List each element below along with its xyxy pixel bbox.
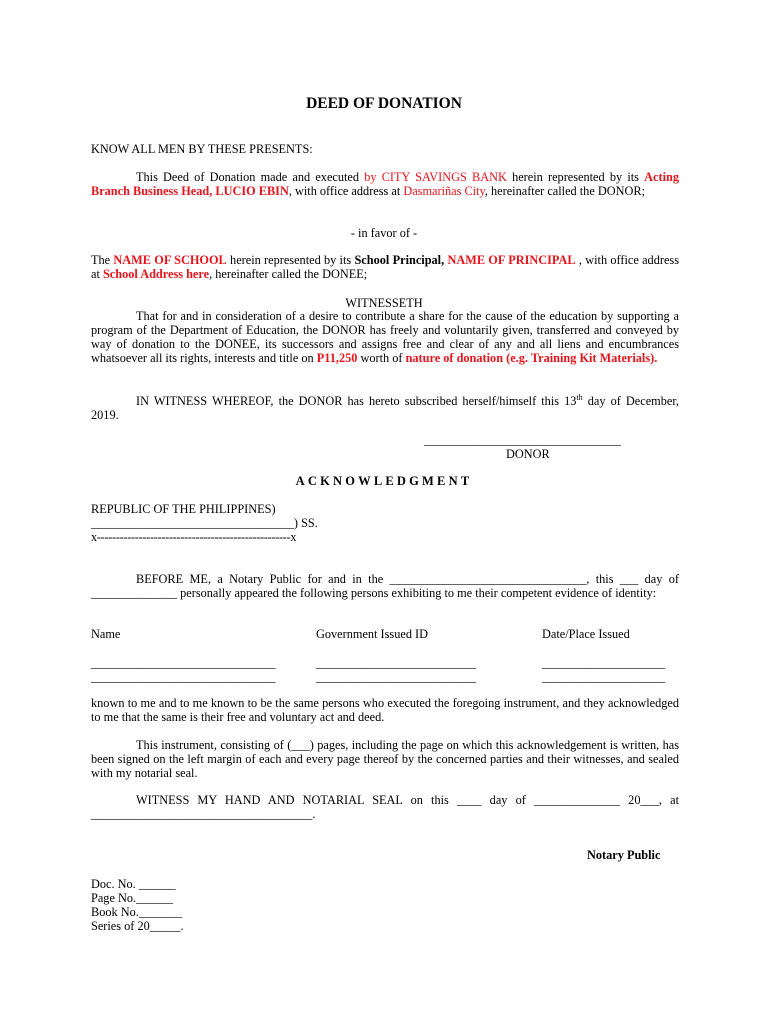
x-separator-line: x---------------------------------------------------x	[91, 530, 297, 544]
donor-text-1: This Deed of Donation made and executed	[136, 170, 365, 184]
donee-text-4: , with office address at	[91, 253, 679, 281]
page-no: Page No.______	[91, 891, 173, 905]
opening-line: KNOW ALL MEN BY THESE PRESENTS:	[91, 142, 313, 156]
donor-label: DONOR	[506, 447, 550, 461]
donee-address: School Address here	[102, 267, 210, 281]
witnesseth-heading: WITNESSETH	[345, 296, 423, 310]
donee-text-1: The	[91, 253, 114, 267]
donee-paragraph	[91, 253, 679, 281]
donee-text-5: , hereinafter called the DONEE;	[209, 267, 368, 281]
donor-bank: by CITY SAVINGS BANK	[364, 170, 507, 184]
in-witness-paragraph	[91, 391, 679, 422]
ss-line: _________________________________) SS.	[91, 516, 318, 530]
notary-public-label: Notary Public	[587, 848, 661, 862]
donee-text-2: herein represented by its	[226, 253, 355, 267]
witnesseth-text-2: worth of	[357, 351, 406, 365]
donee-principal-title: School Principal,	[354, 253, 445, 267]
donor-text-2: herein represented by its	[506, 170, 645, 184]
donation-amount: P11,250	[316, 351, 358, 365]
donor-signature-line: ________________________________	[424, 433, 621, 447]
donor-text-4: , hereinafter called the DONOR;	[484, 184, 645, 198]
witness-hand-line-2: ____________________________________.	[91, 807, 316, 821]
instrument-paragraph: This instrument, consisting of (___) pages, including the page on which this acknowledgement is written, has been signed on the left margin of each and every page thereof by the concerned parties and their witnesses, and sealed with my notarial seal.	[91, 738, 679, 780]
table-header-id: Government Issued ID	[316, 627, 429, 641]
donee-school: NAME OF SCHOOL	[113, 253, 227, 267]
witness-hand-line-1: WITNESS MY HAND AND NOTARIAL SEAL on this ____ day of ______________ 20___, at	[136, 793, 679, 807]
in-favor-of: - in favor of -	[350, 226, 418, 240]
acknowledgment-heading: ACKNOWLEDGMENT	[295, 474, 473, 488]
table-header-date: Date/Place Issued	[542, 627, 630, 641]
donor-paragraph	[91, 170, 679, 198]
donor-city: Dasmariñas City	[403, 184, 485, 198]
in-witness-superscript: th	[576, 393, 583, 402]
table-line-id-2: __________________________	[316, 670, 476, 684]
table-line-name-1: ______________________________	[91, 656, 276, 670]
donor-representative: Acting Branch Business Head, LUCIO EBIN	[91, 170, 679, 198]
witnesseth-paragraph	[91, 309, 679, 365]
donee-principal: NAME OF PRINCIPAL	[447, 253, 576, 267]
doc-no: Doc. No. ______	[91, 877, 176, 891]
document-title: DEED OF DONATION	[306, 95, 462, 112]
donation-nature: nature of donation (e.g. Training Kit Materials).	[405, 351, 658, 365]
republic-line: REPUBLIC OF THE PHILIPPINES)	[91, 502, 276, 516]
table-line-name-2: ______________________________	[91, 670, 276, 684]
book-no: Book No._______	[91, 905, 182, 919]
table-line-date-2: ____________________	[542, 670, 665, 684]
series-no: Series of 20_____.	[91, 919, 184, 933]
witnesseth-text-1: That for and in consideration of a desire to contribute a share for the cause of the education by supporting a program of the Department of Education, the DONOR has freely and voluntarily given, transferred and conveyed by way of donation to the DONEE, its successors and assigns free and clear of any and all liens and encumbrances whatsoever all its rights, interests and title on	[91, 309, 679, 365]
donor-text-3: , with office address at	[288, 184, 404, 198]
in-witness-text-1: IN WITNESS WHEREOF, the DONOR has hereto subscribed herself/himself this 13	[136, 394, 577, 409]
table-header-name: Name	[91, 627, 121, 641]
in-witness-text-2: day of December, 2019.	[91, 394, 679, 423]
table-line-date-1: ____________________	[542, 656, 665, 670]
table-line-id-1: __________________________	[316, 656, 476, 670]
before-me-paragraph: BEFORE ME, a Notary Public for and in the ________________________________, this ___ day of ______________ personally appeared the following persons exhibiting to me their competent evidence of identity:	[91, 572, 679, 600]
known-paragraph: known to me and to me known to be the same persons who executed the foregoing instrument, and they acknowledged to me that the same is their free and voluntary act and deed.	[91, 696, 679, 724]
